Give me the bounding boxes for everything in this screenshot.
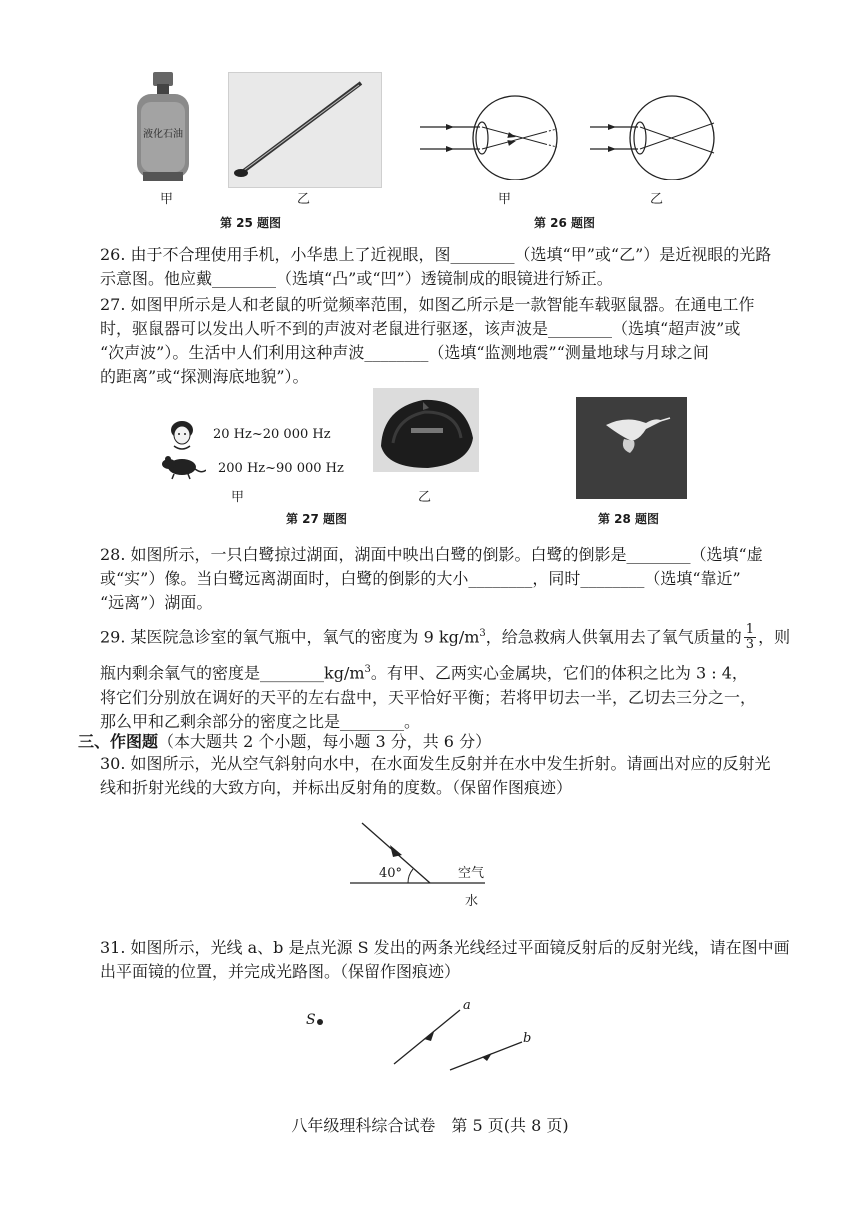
q29-line2: [100, 658, 790, 685]
q29-line2-b: 。有甲、乙两实心金属块，它们的体积之比为 3 : 4，: [370, 663, 748, 683]
q27-line4: 的距离”或“探测海底地貌”）。: [100, 367, 309, 386]
q26-line1: 26. 由于不合理使用手机，小华患上了近视眼，图________（选填“甲”或“乙”）是近视眼的光路: [100, 245, 772, 264]
q29-line1: [100, 622, 790, 652]
ray-a-label: a: [463, 998, 471, 1013]
water-label: 水: [465, 894, 479, 909]
fig28-caption: 第 28 题图: [598, 512, 660, 526]
fig25-caption: 第 25 题图: [220, 216, 282, 230]
q29-line1-c: ，则: [758, 627, 791, 647]
q28-line3: “远离”）湖面。: [100, 593, 213, 612]
human-hearing-range: 20 Hz~20 000 Hz: [213, 427, 331, 442]
fraction-numerator: 1: [745, 622, 755, 638]
q31-line1: 31. 如图所示，光线 a、b 是点光源 S 发出的两条光线经过平面镜反射后的反射光线，请在图中画: [100, 938, 790, 957]
question-31: [100, 936, 790, 984]
q29-line4: 那么甲和乙剩余部分的密度之比是________。: [100, 711, 421, 731]
incidence-angle-label: 40°: [379, 866, 403, 881]
fraction-denominator: 3: [745, 637, 755, 653]
section-3-title: 三、作图题: [78, 732, 159, 751]
question-27: [100, 293, 790, 389]
mouse-icon: [160, 452, 206, 480]
fig26-sub-yi: 乙: [650, 192, 664, 207]
q27-line2: 时，驱鼠器可以发出人听不到的声波对老鼠进行驱逐，该声波是________（选填“超声波”或: [100, 319, 741, 338]
fig26-sub-jia: 甲: [498, 192, 512, 207]
thermometer-photo: [228, 72, 382, 188]
refraction-diagram: [350, 815, 500, 895]
fraction-one-third: [744, 623, 756, 652]
q30-line1: 30. 如图所示，光从空气斜射向水中，在水面发生反射并在水中发生折射。请画出对应的反射光: [100, 754, 771, 773]
q28-line1: 28. 如图所示，一只白鹭掠过湖面，湖面中映出白鹭的倒影。白鹭的倒影是________（选填“虚: [100, 545, 763, 564]
fig27-sub-jia: 甲: [231, 490, 245, 505]
section-3-note: （本大题共 2 个小题，每小题 3 分，共 6 分）: [158, 732, 492, 751]
eye-diagram-yi: [590, 95, 720, 180]
mouse-hearing-range: 200 Hz~90 000 Hz: [218, 461, 344, 476]
q27-line1: 27. 如图甲所示是人和老鼠的听觉频率范围，如图乙所示是一款智能车载驱鼠器。在通电工作: [100, 295, 755, 314]
question-29: [100, 622, 790, 734]
reflected-rays-diagram: [390, 1000, 530, 1075]
rodent-repeller-photo: [373, 388, 479, 472]
fig25-sub-yi: 乙: [297, 192, 311, 207]
q29-line3: 将它们分别放在调好的天平的左右盘中，天平恰好平衡；若将甲切去一半，乙切去三分之一，: [100, 687, 757, 707]
q29-line1-b: ，给急救病人供氧用去了氧气质量的: [485, 627, 742, 647]
q26-line2: 示意图。他应戴________（选填“凸”或“凹”）透镜制成的眼镜进行矫正。: [100, 269, 613, 288]
light-source-dot: [316, 1018, 324, 1026]
section-3-heading: [78, 729, 491, 752]
ray-b-label: b: [523, 1031, 532, 1046]
eye-diagram-jia: [420, 95, 570, 180]
gas-cylinder-label: 液化石油: [143, 129, 183, 140]
q29-sup-3: 3: [479, 628, 486, 639]
fig25-sub-jia: 甲: [160, 192, 174, 207]
fig26-caption: 第 26 题图: [534, 216, 596, 230]
air-label: 空气: [458, 866, 485, 881]
q29-line2-a: 瓶内剩余氧气的密度是________kg/m: [100, 663, 365, 683]
human-head-icon: [166, 418, 198, 450]
question-30: [100, 752, 790, 800]
question-26: [100, 243, 790, 291]
page-footer: 八年级理科综合试卷 第 5 页(共 8 页): [291, 1116, 569, 1135]
fig27-sub-yi: 乙: [418, 490, 432, 505]
light-source-s-label: S: [306, 1012, 316, 1028]
q29-line1-a: 29. 某医院急诊室的氧气瓶中，氧气的密度为 9 kg/m: [100, 627, 480, 647]
q28-line2: 或“实”）像。当白鹭远离湖面时，白鹭的倒影的大小________，同时________（选填“靠近”: [100, 569, 741, 588]
q30-line2: 线和折射光线的大致方向，并标出反射角的度数。（保留作图痕迹）: [100, 778, 573, 797]
q31-line2: 出平面镜的位置，并完成光路图。（保留作图痕迹）: [100, 962, 461, 981]
q29-sup-3b: 3: [364, 664, 371, 676]
egret-photo: [576, 397, 687, 499]
fig27-caption: 第 27 题图: [286, 512, 348, 526]
q27-line3: “次声波”）。生活中人们利用这种声波________（选填“监测地震”“测量地球与月球之间: [100, 343, 709, 362]
question-28: [100, 543, 790, 615]
